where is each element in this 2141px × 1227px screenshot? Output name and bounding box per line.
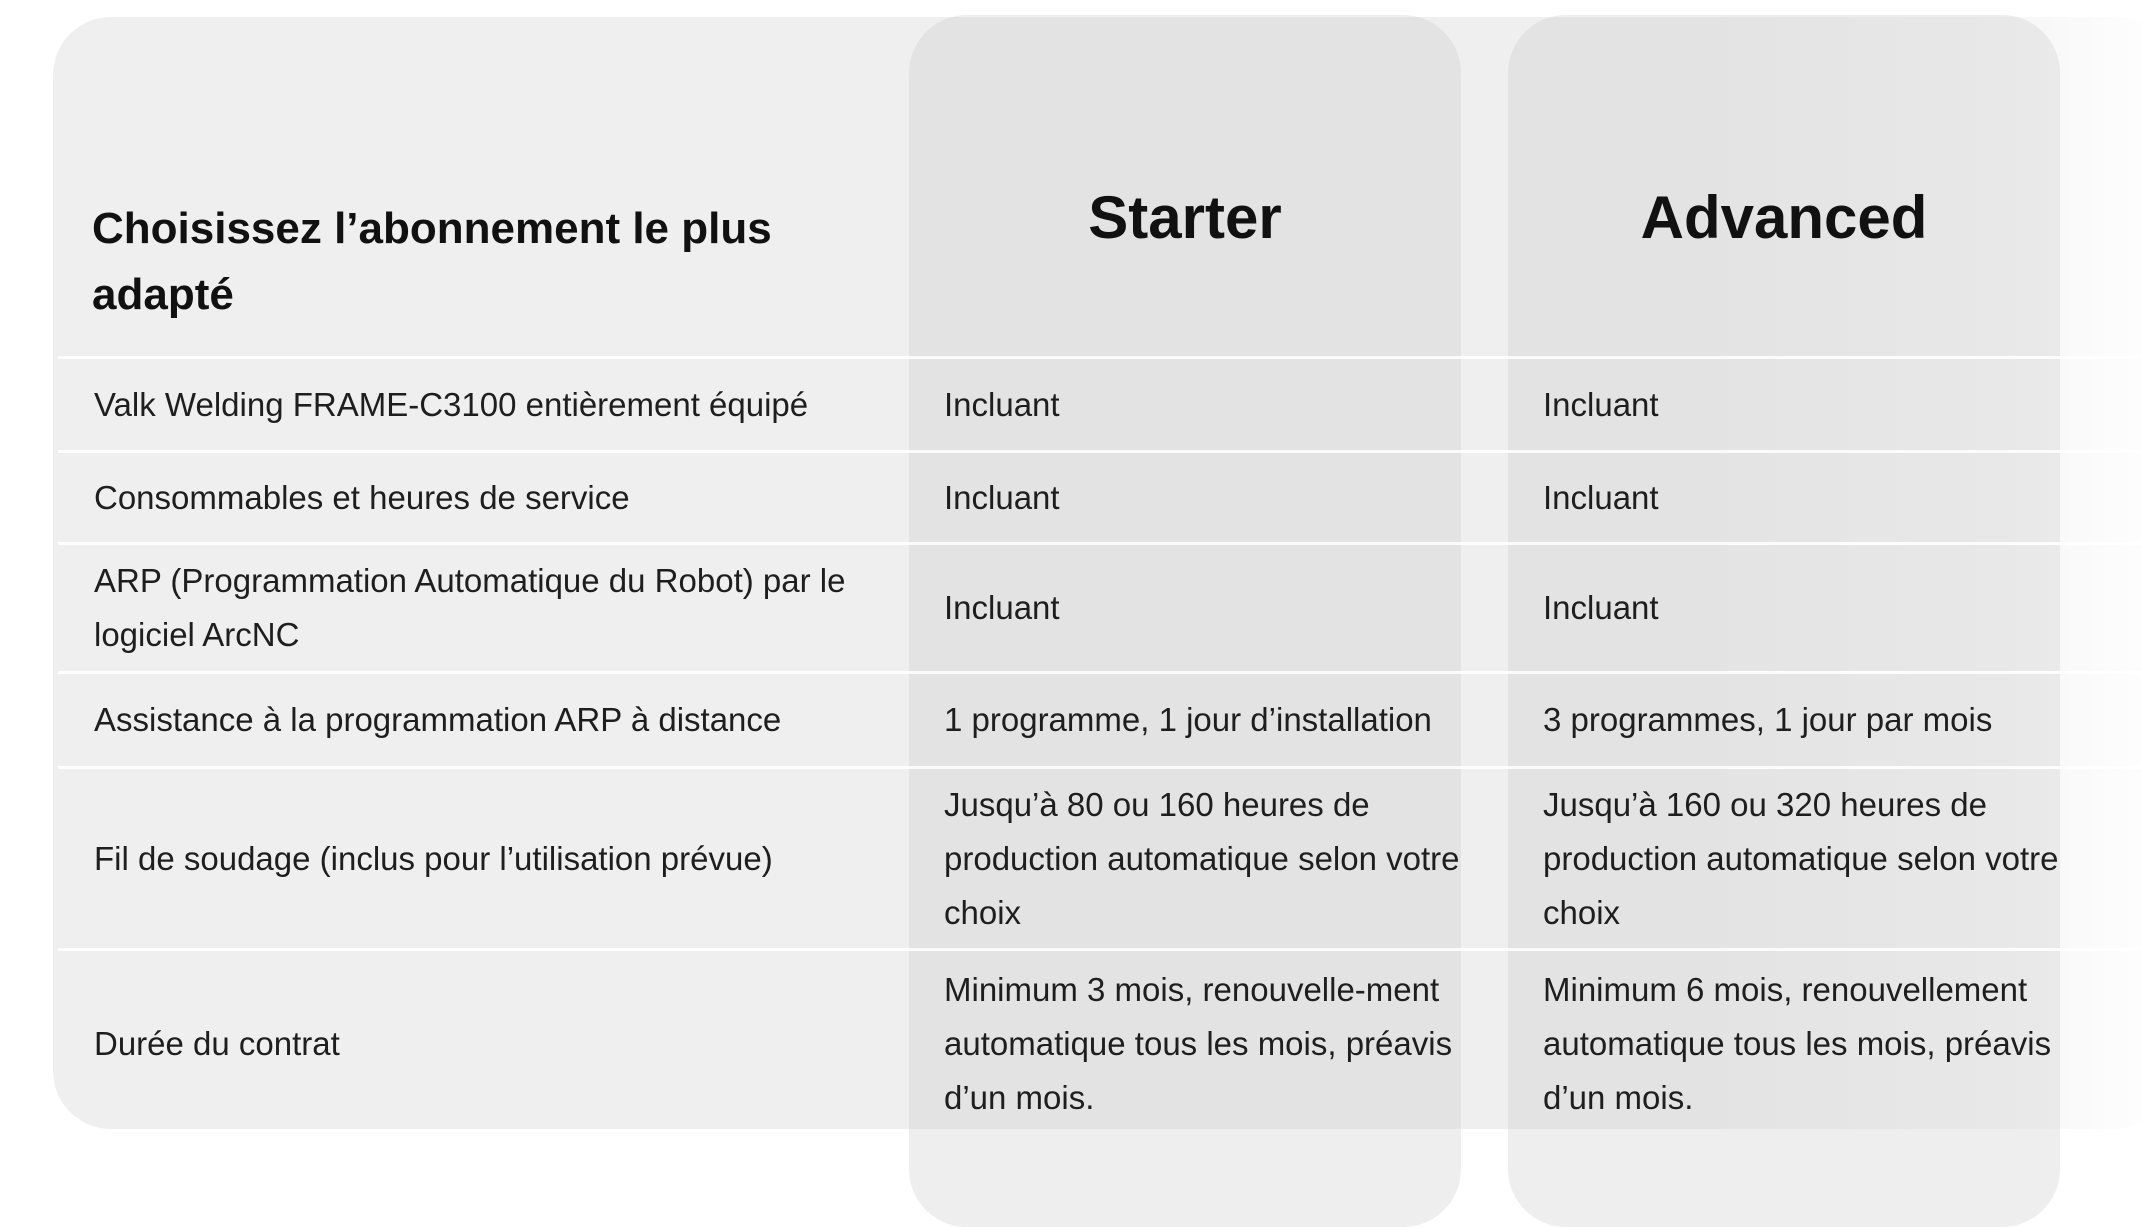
- plan-title-advanced: Advanced: [1640, 184, 1928, 251]
- table-row-feature: Assistance à la programmation ARP à distance: [94, 701, 782, 738]
- table-row-advanced-value: Minimum 6 mois, renouvellement automatique tous les mois, préavis d’un mois.: [1543, 971, 2052, 1116]
- table-row-feature: ARP (Programmation Automatique du Robot) par le logiciel ArcNC: [94, 562, 846, 653]
- table-row-feature: Durée du contrat: [94, 1025, 340, 1062]
- table-row-starter-value: 1 programme, 1 jour d’installation: [944, 701, 1432, 738]
- table-row-advanced-value: Incluant: [1543, 385, 1659, 423]
- plan-title-starter: Starter: [1088, 184, 1282, 251]
- table-row-starter-value: Incluant: [944, 478, 1060, 516]
- table-row-advanced-value: Incluant: [1543, 478, 1659, 516]
- table-row-feature: Consommables et heures de service: [94, 478, 630, 516]
- table-row-advanced-value: Jusqu’à 160 ou 320 heures de production automatique selon votre choix: [1543, 785, 2059, 931]
- table-row-starter-value: Minimum 3 mois, renouvelle-ment automatique tous les mois, préavis d’un mois.: [944, 971, 1453, 1116]
- table-row-starter-value: Incluant: [944, 385, 1060, 423]
- table-row-feature: Fil de soudage (inclus pour l’utilisation prévue): [94, 839, 773, 877]
- table-heading: Choisissez l’abonnement le plus adapté: [92, 204, 772, 319]
- table-row-starter-value: Jusqu’à 80 ou 160 heures de production automatique selon votre choix: [944, 785, 1460, 931]
- table-row-feature: Valk Welding FRAME-C3100 entièrement équipé: [94, 385, 809, 423]
- table-row-advanced-value: Incluant: [1543, 589, 1659, 626]
- table-row-advanced-value: 3 programmes, 1 jour par mois: [1543, 701, 1993, 738]
- table-row-starter-value: Incluant: [944, 589, 1060, 626]
